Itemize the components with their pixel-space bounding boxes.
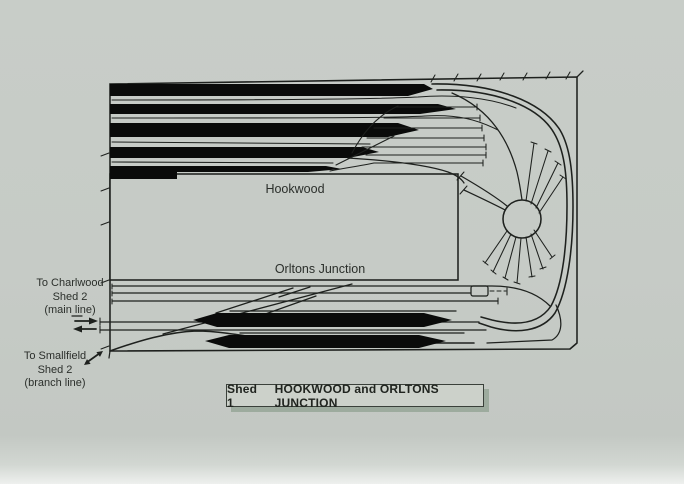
- fan-sidings: [330, 104, 486, 171]
- yard-hut: [471, 286, 488, 296]
- exit-branch-line-2: Shed 2: [37, 363, 73, 376]
- exit-branch-line-1: To Smallfield: [23, 350, 87, 362]
- engine-shed-sidings: [110, 84, 456, 179]
- caption-box: [226, 381, 484, 410]
- exit-label-branch-line: [17, 350, 93, 391]
- caption-title: HOOKWOOD and ORLTONS JUNCTION: [274, 381, 439, 410]
- exit-main-line-3: (main line): [44, 304, 96, 316]
- station-label-orltons-junction: Orltons Junction: [274, 262, 366, 276]
- exit-branch-line-3: (branch line): [24, 377, 86, 389]
- caption-shed-number: Shed 1: [227, 381, 258, 410]
- main-line-direction-arrows: [72, 316, 98, 333]
- exit-main-line-2: Shed 2: [52, 290, 88, 303]
- exit-main-line-1: To Charlwood: [36, 277, 104, 289]
- exit-label-main-line: [32, 277, 108, 318]
- station-label-hookwood: Hookwood: [265, 182, 325, 196]
